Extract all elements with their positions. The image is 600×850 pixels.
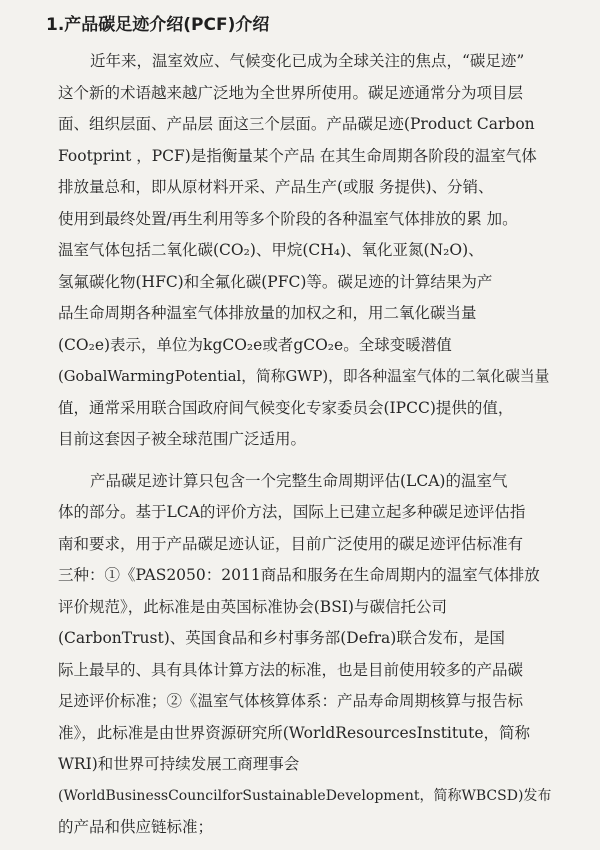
text-line: 南和要求，用于产品碳足迹认证，目前广泛使用的碳足迹评估标准有	[58, 534, 524, 553]
text-line: 三种：①《PAS2050：2011商品和服务在生命周期内的温室气体排放	[58, 566, 540, 584]
text-line: 的产品和供应链标准；	[58, 818, 214, 836]
text-line: 体的部分。基于LCA的评价方法，国际上已建立起多种碳足迹评估指	[58, 503, 526, 521]
text-line: (GobalWarmingPotential，简称GWP)，即各种温室气体的二氧化碳当量	[58, 368, 550, 385]
text-line: 评价规范》，此标准是由英国标准协会(BSI)与碳信托公司	[58, 597, 447, 616]
text-line: 足迹评价标准；②《温室气体核算体系：产品寿命周期核算与报告标	[58, 692, 524, 710]
text-line: 排放量总和，即从原材料开采、产品生产(或服 务提供)、分销、	[58, 178, 494, 196]
paragraph-gap	[58, 456, 556, 466]
text-line: 温室气体包括二氧化碳(CO₂)、甲烷(CH₄)、氧化亚氮(N₂O)、	[58, 241, 484, 259]
text-line: 近年来，温室效应、气候变化已成为全球关注的焦点，“碳足迹”	[90, 52, 525, 70]
text-line: WRI)和世界可持续发展工商理事会	[58, 755, 300, 773]
text-line: 使用到最终处置/再生利用等多个阶段的各种温室气体排放的累 加。	[58, 209, 518, 228]
text-line: 准》，此标准是由世界资源研究所(WorldResourcesInstitute，简称	[58, 723, 530, 742]
text-line: 际上最早的、具有具体计算方法的标准，也是目前使用较多的产品碳	[58, 660, 524, 679]
text-line: 产品碳足迹计算只包含一个完整生命周期评估(LCA)的温室气	[90, 471, 508, 490]
text-line: 面、组织层面、产品层 面这三个层面。产品碳足迹(Product Carbon	[58, 115, 535, 133]
paragraph-pcf-standards	[58, 466, 556, 844]
text-line: (WorldBusinessCouncilforSustainableDevelopment，简称WBCSD)发布	[58, 787, 552, 804]
text-line: 氢氟碳化物(HFC)和全氟化碳(PFC)等。碳足迹的计算结果为产	[58, 272, 493, 291]
section-heading: 1.产品碳足迹介绍(PCF)介绍	[46, 15, 270, 35]
text-line: Footprint ，PCF)是指衡量某个产品 在其生命周期各阶段的温室气体	[58, 146, 537, 165]
text-line: 这个新的术语越来越广泛地为全世界所使用。碳足迹通常分为项目层	[58, 83, 524, 102]
text-line: (CO₂e)表示，单位为kgCO₂e或者gCO₂e。全球变暖潜值	[58, 335, 452, 354]
text-line: 值，通常采用联合国政府间气候变化专家委员会(IPCC)提供的值，	[58, 398, 514, 417]
text-line: (CarbonTrust)、英国食品和乡村事务部(Defra)联合发布，是国	[58, 629, 505, 647]
text-line: 品生命周期各种温室气体排放量的加权之和，用二氧化碳当量	[58, 304, 477, 322]
text-line: 目前这套因子被全球范围广泛适用。	[58, 430, 307, 448]
paragraph-pcf-definition	[58, 46, 556, 456]
